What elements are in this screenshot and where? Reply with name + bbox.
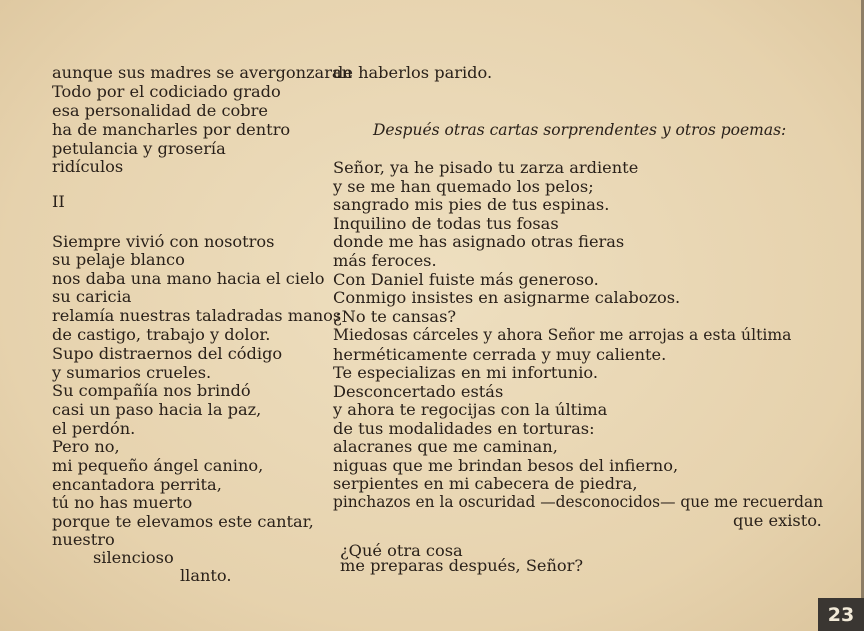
- section-heading: Después otras cartas sorprendentes y otros poemas:: [373, 121, 787, 139]
- left-line: encantadora perrita,: [52, 475, 222, 494]
- section-numeral: II: [52, 192, 65, 211]
- right-top-line: de haberlos parido.: [333, 63, 493, 82]
- right-line: Con Daniel fuiste más generoso.: [333, 270, 599, 289]
- right-line: niguas que me brindan besos del infierno,: [333, 456, 679, 475]
- page-number: 23: [818, 598, 864, 631]
- left-line: Pero no,: [52, 437, 120, 456]
- right-line: Conmigo insistes en asignarme calabozos.: [333, 288, 681, 307]
- left-line: y sumarios crueles.: [52, 363, 212, 382]
- right-line: ¿Qué otra cosa: [340, 541, 463, 560]
- right-line: alacranes que me caminan,: [333, 437, 558, 456]
- left-line: su caricia: [52, 287, 132, 306]
- right-line: Inquilino de todas tus fosas: [333, 214, 559, 233]
- right-line: pinchazos en la oscuridad —desconocidos— que me recuerdan: [333, 493, 824, 511]
- right-line: Señor, ya he pisado tu zarza ardiente: [333, 158, 639, 177]
- left-line: su pelaje blanco: [52, 250, 185, 269]
- left-line: petulancia y grosería: [52, 139, 226, 158]
- right-line: herméticamente cerrada y muy caliente.: [333, 345, 667, 364]
- left-line: Todo por el codiciado grado: [52, 82, 281, 101]
- left-line: aunque sus madres se avergonzaran: [52, 63, 353, 82]
- left-line: nos daba una mano hacia el cielo: [52, 269, 325, 288]
- left-line: porque te elevamos este cantar,: [52, 512, 314, 531]
- left-line: ridículos: [52, 157, 124, 176]
- right-line: donde me has asignado otras fieras: [333, 232, 625, 251]
- left-line: ha de mancharles por dentro: [52, 120, 291, 139]
- right-line: y se me han quemado los pelos;: [333, 177, 594, 196]
- left-line: casi un paso hacia la paz,: [52, 400, 262, 419]
- left-line: Supo distraernos del código: [52, 344, 283, 363]
- left-line: esa personalidad de cobre: [52, 101, 268, 120]
- left-line: nuestro: [52, 530, 115, 549]
- right-line: serpientes en mi cabecera de piedra,: [333, 474, 638, 493]
- right-line: ¿No te cansas?: [333, 307, 457, 326]
- left-line: de castigo, trabajo y dolor.: [52, 325, 271, 344]
- right-line: que existo.: [733, 511, 822, 530]
- left-line: relamía nuestras taladradas manos: [52, 306, 342, 325]
- left-line: Su compañía nos brindó: [52, 381, 251, 400]
- left-line: llanto.: [180, 566, 232, 585]
- left-line: tú no has muerto: [52, 493, 193, 512]
- right-line: y ahora te regocijas con la última: [333, 400, 608, 419]
- right-line: me preparas después, Señor?: [340, 556, 584, 575]
- right-line: más feroces.: [333, 251, 437, 270]
- left-line: mi pequeño ángel canino,: [52, 456, 264, 475]
- right-line: Te especializas en mi infortunio.: [333, 363, 599, 382]
- right-line: Desconcertado estás: [333, 382, 504, 401]
- right-line: Miedosas cárceles y ahora Señor me arrojas a esta última: [333, 326, 792, 344]
- left-line: silencioso: [93, 548, 174, 567]
- left-line: el perdón.: [52, 419, 136, 438]
- right-line: de tus modalidades en torturas:: [333, 419, 595, 438]
- right-line: sangrado mis pies de tus espinas.: [333, 195, 610, 214]
- left-line: Siempre vivió con nosotros: [52, 232, 275, 251]
